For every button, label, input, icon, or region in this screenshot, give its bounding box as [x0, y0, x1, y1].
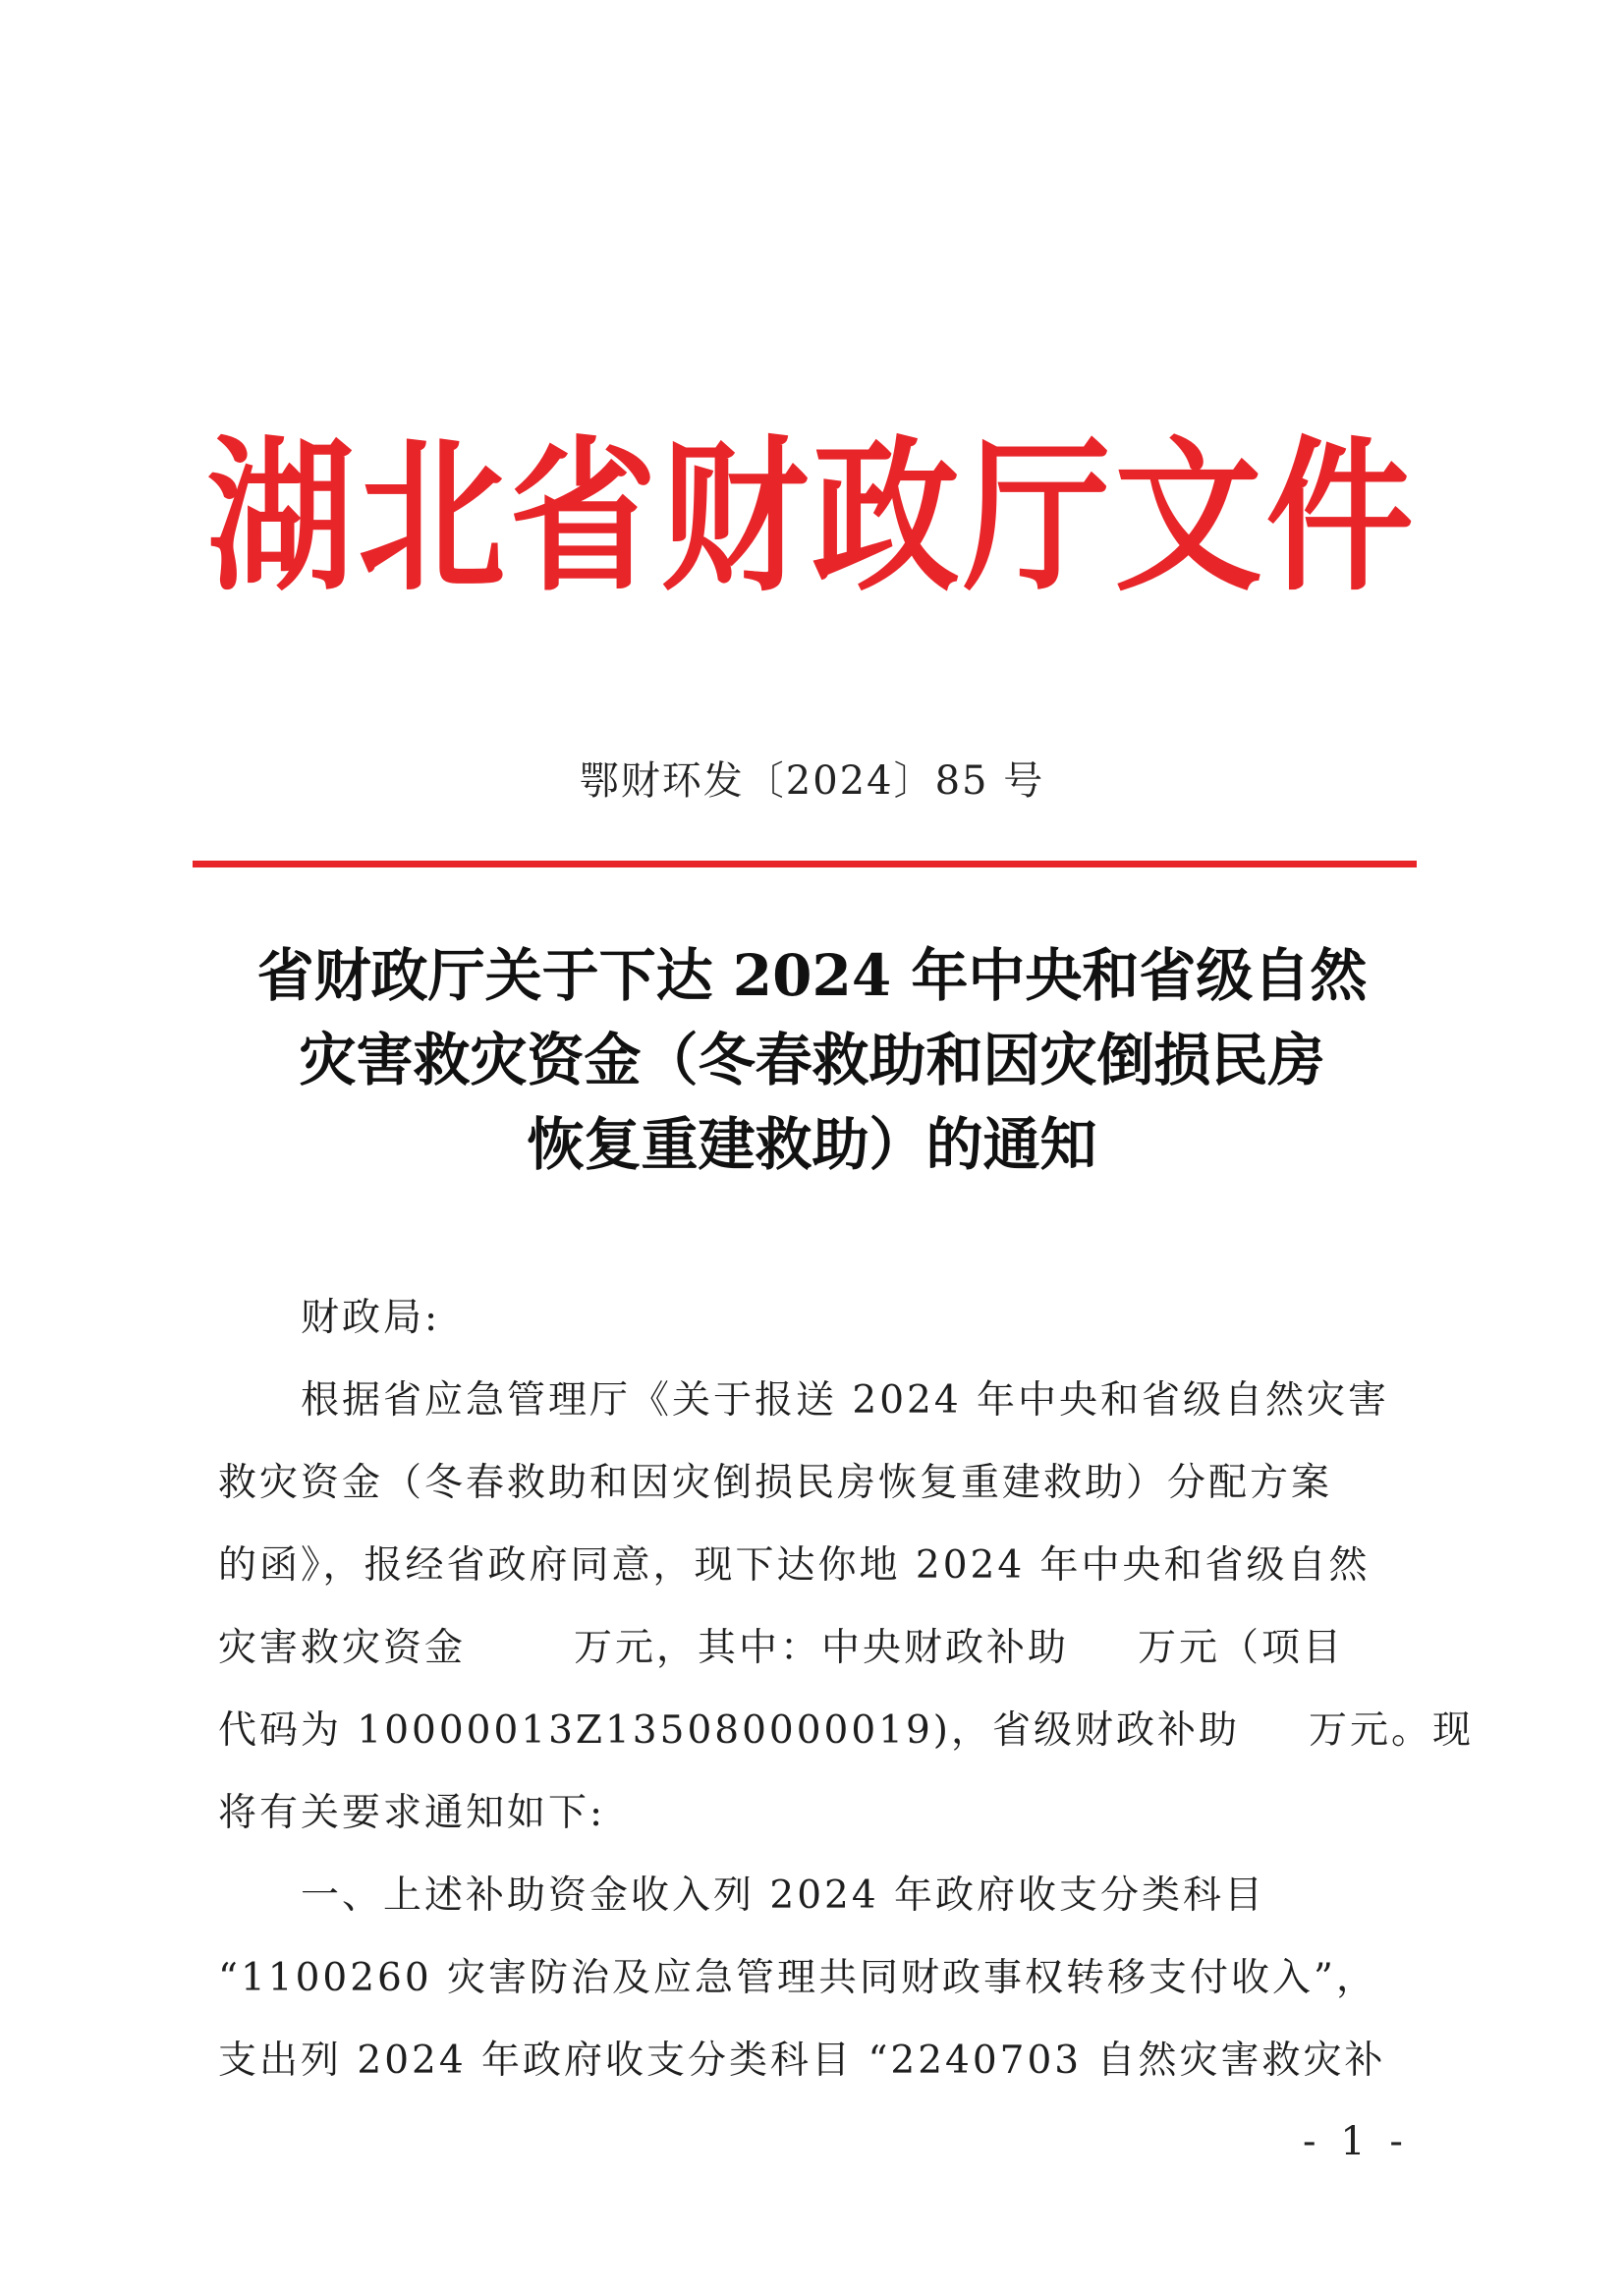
- notice-body: [218, 1277, 1474, 2102]
- paragraph-2-line-2: “1100260 灾害防治及应急管理共同财政事权转移支付收入”，: [218, 1956, 1377, 2000]
- title-line-3: 恢复重建救助）的通知: [527, 1111, 1097, 1178]
- paragraph-1-line-1: 根据省应急管理厅《关于报送 2024 年中央和省级自然灾害: [301, 1378, 1390, 1423]
- notice-title: [196, 933, 1428, 1187]
- salutation: 财政局:: [301, 1296, 441, 1340]
- paragraph-2-line-1: 一、上述补助资金收入列 2024 年政府收支分类科目: [301, 1873, 1266, 1918]
- paragraph-2-line-3: 支出列 2024 年政府收支分类科目 “2240703 自然灾害救灾补: [218, 2039, 1386, 2083]
- title-line-2: 灾害救灾资金（冬春救助和因灾倒损民房: [299, 1027, 1325, 1093]
- paragraph-1-line-4: [218, 1607, 1409, 1690]
- masthead-title: 湖北省财政厅文件: [206, 419, 1418, 614]
- paragraph-1-line-2: 救灾资金（冬春救助和因灾倒损民房恢复重建救助）分配方案: [218, 1461, 1333, 1505]
- amount-label-total: 灾害救灾资金: [218, 1626, 467, 1670]
- amount-label-central: 万元，其中：中央财政补助: [574, 1626, 1070, 1670]
- project-code-text: 代码为 10000013Z135080000019)，省级财政补助: [218, 1708, 1240, 1753]
- red-divider-line: [193, 861, 1417, 867]
- paragraph-1-line-3: 的函》，报经省政府同意，现下达你地 2024 年中央和省级自然: [218, 1543, 1371, 1588]
- document-number: 鄂财环发〔2024〕85 号: [579, 758, 1045, 804]
- page-number: - 1 -: [1303, 2119, 1409, 2164]
- paragraph-1-line-6: 将有关要求通知如下:: [218, 1791, 606, 1835]
- title-line-1: 省财政厅关于下达 2024 年中央和省级自然: [256, 942, 1368, 1009]
- paragraph-1-line-5: [218, 1690, 1474, 1772]
- amount-label-provincial: 万元。现: [1308, 1708, 1474, 1753]
- project-code-prefix: 万元（项目: [1138, 1626, 1345, 1670]
